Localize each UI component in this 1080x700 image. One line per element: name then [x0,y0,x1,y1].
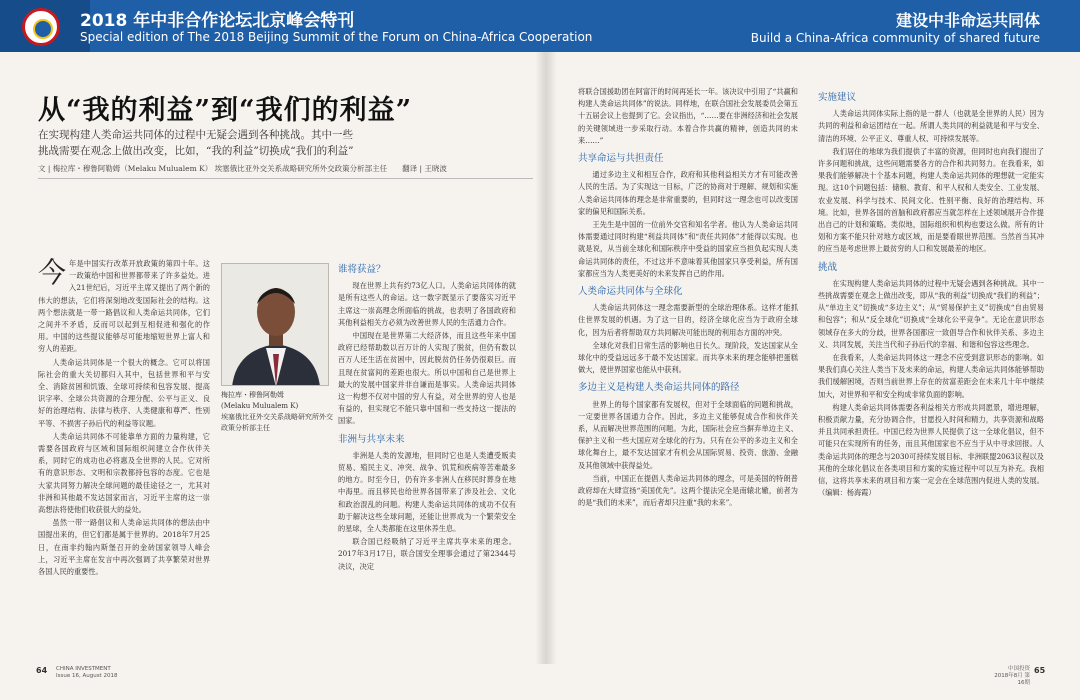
paragraph: 非洲是人类的发源地，但同时它也是人类遭受贩卖贸易、殖民主义、冲突、战争、饥荒和疾病等苦难最多的地方。时至今日，仍有许多非洲人在移民时葬身在地中海里。而且移民也给世界各国带来了涉及社会、文化和政治混乱的问题。构建人类命运共同体的成功不仅有助于解决这些全球问题，还能让世界成为一个繁荣安全的星球，全人类都能在这里休养生息。 [338,450,516,534]
paragraph: 我们居住的地球为我们提供了丰富的资源，但同时也向我们提出了许多问题和挑战，这些问题需要各方的合作和共同努力。在我看来，如果我们能够解决十个基本问题，构建人类命运共同体的理想就一定能实现。这10个问题包括：储粮、教育、和平人权和人类安全、工业发展、农业发展、科学与技术、民间文化、性别平衡、良好的治理结构、环境。比如，世界各国的首脑和政府都应当就怎样在上述领域展开合作提出自己的计划和策略。类似地，国际组织和机构也要这么做。所有的计划和方案不能只针对地方或区域，而是要看眼世界范围。当然首当其冲的应当是考虑世界上最贫穷的人口和发展最差的地区。 [818,146,1044,254]
page-number-right: 65 [1034,666,1046,675]
footer-mag-name: CHINA INVESTMENT [56,666,111,672]
dropcap: 今 [38,258,67,289]
header-title-en: Special edition of The 2018 Beijing Summit of the Forum on China-Africa Cooperation [80,30,593,44]
section-heading: 多边主义是构建人类命运共同体的路径 [578,382,740,394]
page-gutter [535,52,557,664]
paragraph: 联合国已经吸纳了习近平主席共享未来的理念。2017年3月17日，联合国安全理事会通过了第2344号决议，决定 [338,537,516,571]
article-title: 从“我的利益”到“我们的利益” [38,95,413,126]
article-subtitle: 在实现构建人类命运共同体的过程中无疑会遇到各种挑战。其中一些挑战需要在观念上做出改变，比如，“我的利益”切换成“我们的利益” [38,129,354,157]
paragraph: 王先生是中国的一位前外交官和知名学者。他认为人类命运共同体需要通过同时构建“利益共同体”和“责任共同体”才能得以实现。也就是说，从当前全球化和国际秩序中受益的国家应当担负起实现人类命运共同体的责任，不过这并不意味着其他国家只享受利益，所有国家都应当为人类更美好的未来发挥自己的作用。 [578,220,798,278]
paragraph [38,258,210,356]
section-heading: 谁将获益？ [338,264,386,275]
section-heading: 人类命运共同体与全球化 [578,286,683,298]
section-heading: 非洲与共享未来 [338,433,405,445]
column-1 [38,258,210,658]
header-section-en: Build a China-Africa community of shared future [750,31,1040,45]
paragraph: 人类命运共同体这一理念需要新型的全球治理体系。这样才能抓住世界发展的机遇。为了这一目的，经济全球化应当为于政府全球化，因为后者将帮助双方共同解决可能出现的利用态方面的冲突。 [578,303,798,337]
author-photo-image [222,264,329,386]
photo-caption [221,390,333,434]
column-2 [338,258,516,658]
paragraph: 将联合国援助团在阿富汗的时间再延长一年。该决议中引用了“共赢和构建人类命运共同体”的说法。同样地，在联合国社会发展委员会第五十五届会议上也提到了它。会议指出，“……要在非洲经济和社会发展的关键领域进一步采取行动。本着合作共赢的精神，创造共同的未来……” [578,87,798,145]
section-heading: 挑战 [818,261,838,273]
author-photo [221,263,329,386]
focac-logo [22,8,60,46]
paragraph: 当前，中国正在提倡人类命运共同体的理念，可是美国的特朗普政府却在大肆宣扬“美国优先”。这两个提法完全是南辕北辙，前者为的是“我们的未来”，而后者却只注重“我的未来”。 [578,473,798,508]
header-section-cn: 建设中非命运共同体 [895,11,1040,30]
paragraph: 全球化对我们日常生活的影响也日长久。现阶段，发达国家从全球化中的受益远远多于最不发达国家。而共享未来的理念能够把蛋糕做大，使世界国家也能从中获利。 [578,340,798,375]
footer-mag-name: 中国投资 [1007,666,1030,672]
caption-latin: (Melaku Mulualem K) [221,402,299,410]
paragraph: 人类命运共同体不可能靠单方面的力量构建，它需要各国政府与区域和国际组织间建立合作伙伴关系，同时它的成功也必将惠及全世界的人民。它对所有的意识形态、文明和宗教都持包容的态度。它也是大家共同努力解决全球问题的最佳途径之一，尤其对非洲和其他最不发达国家而言，习近平主席的这一崇高想法将使他们收获很大的益处。 [38,431,210,515]
paragraph: 构建人类命运共同体需要各利益相关方形成共同愿景，增进理解，积极贡献力量，充分协调合作，甘愿投入时间和精力，共享资源和战略并且共同承担责任。中国已经为世界人民提供了这一全球化倡议，但不可能只在实现所有的任务，而且其他国家也不应当于从中寻求回报。人类命运共同体的理念与2030可持续发展目标、非洲联盟2063议程以及其他的全球化倡议在各类项目和方案的实施过程中可以互为补充。我相信，这将共享未来的项目和方案一定会在全球范围内促进人类的发展。（编辑：杨海霞） [818,402,1044,498]
footer-mag-right [990,666,1030,687]
paragraph: 在实现构建人类命运共同体的过程中无疑会遇到各种挑战。其中一些挑战需要在观念上做出改变，即从“我的利益”切换成“我们的利益”；从“单边主义”切换成“多边主义”；从“贸易保护主义”切换成“自由贸易和包容”；和从“反全球化”切换成“全球化公平竞争”。无论在意识形态领域存在多大的分歧，世界各国都应一致倡导合作和伙伴关系、多边主义、共同发展，关注当代和子孙后代的幸福、和谐和包容这些理念。 [818,278,1044,349]
footer-mag-left [56,666,117,680]
paragraph: 在我看来，人类命运共同体这一理念不应受到意识形态的影响。如果我们真心关注人类当下及未来的命运，构建人类命运共同体能够帮助我们缓解困境，否则当前世界上存在的贫富差距会在未来几十年中继续加大，对世界和平和安全构成非常负面的影响。 [818,353,1044,399]
section-heading: 实施建议 [818,92,857,103]
paragraph: 人类命运共同体是一个很大的概念。它可以将国际社会的重大关切都归入其中，包括世界和平与安全、消除贫困和饥饿、全球可持续和包容发展、提高识字率、全球公共资源的合理分配、公平与正义、良好的治理结构、法律与秩序、人类健康和尊严、性别平等、不损害子孙后代的利益等议题。 [38,357,210,428]
section-heading: 共享命运与共担责任 [578,153,664,165]
column-3 [578,86,798,658]
caption-title: 埃塞俄比亚外交关系战略研究所外交政策分析部主任 [221,413,333,432]
magazine-header [0,0,1080,52]
paragraph: 中国现在是世界第二大经济体，而且这些年来中国政府已经帮助数以百万计的人实现了脱贫，但仍有数以百万人还生活在贫困中，因此脱贫仍任务仍很艰巨。而且现在贫富间的差距也很大。所以中国和自己是世界上最大的发展中国家并非自谦而是事实。人类命运共同体这一构想不仅对中国的穷人有益，对全世界的穷人也是有益的，但实现它不能只靠中国和一些支持这一提法的国家。 [338,331,516,426]
footer-issue: Issue 16, August 2018 [56,673,118,679]
article-byline: 文 | 梅拉库・穆鲁阿勒姆（Melaku Mulualem K） 埃塞俄比亚外交关系战略研究所外交政策分析部主任 翻译 | 王晓波 [38,163,533,179]
header-title-cn: 2018 年中非合作论坛北京峰会特刊 [80,11,355,31]
footer-issue: 2018年8月 第16期 [994,673,1030,686]
caption-name: 梅拉库・穆鲁阿勒姆 [221,391,284,399]
paragraph: 人类命运共同体实际上指的是一群人（也就是全世界的人民）因为共同的利益和命运团结在一起。所谓人类共同的利益就是和平与安全、清洁的环境、公平正义、尊重人权、可持续发展等。 [818,109,1044,143]
paragraph: 虽然一带一路倡议和人类命运共同体的想法由中国提出来的，但它们都是属于世界的。2018年7月25日，在南非约翰内斯堡召开的金砖国家领导人峰会上，习近平主席在发言中再次强调了共享繁荣对世界各国人民的重要性。 [38,518,210,577]
paragraph: 世界上的每个国家都有发展权，但对于全球面临的问题和挑战，一定要世界各国通力合作。因此，多边主义能够促成合作和伙伴关系，从而解决世界范围的问题。为此，国际社会应当摒弃单边主义、保护主义和一些大国应对全球化的行为。只有在公平的多边主义和全球化舞台上，最不发达国家才有机会从国际贸易、投资、旅游、金融及其他领域中获得益处。 [578,399,798,470]
paragraph-text: 年是中国实行改革开放政策的第四十年。这一政策给中国和世界都带来了许多益处。进入21世纪后，习近平主席又提出了两个新的伟大的想法，它们将深刻地改变国际社会的结构。这两个想法就是一带一路倡议和人类命运共同体，它们之间并不矛盾，反而可以起到互相促进和强化的作用。中国的这些提议能够尽可能地缩短世界上富人和穷人的差距。 [38,259,210,354]
paragraph: 现在世界上共有约73亿人口。人类命运共同体的就是所有这些人的命运。这一数字既显示了要落实习近平主席这一崇高理念所面临的挑战，也表明了各国政府和其他利益相关方必须为改善世界人民的生活通力合作。 [338,281,516,327]
column-4 [818,86,1044,658]
page-number-left: 64 [36,666,48,675]
paragraph: 通过多边主义和相互合作，政府和其他利益相关方才有可能改善人民的生活。为了实现这一目标，广泛的协商对于理解、规划和实施人类命运共同体的理念是非常重要的，但同时这一理念也可以改变国家的偏见和国际关系。 [578,170,798,216]
